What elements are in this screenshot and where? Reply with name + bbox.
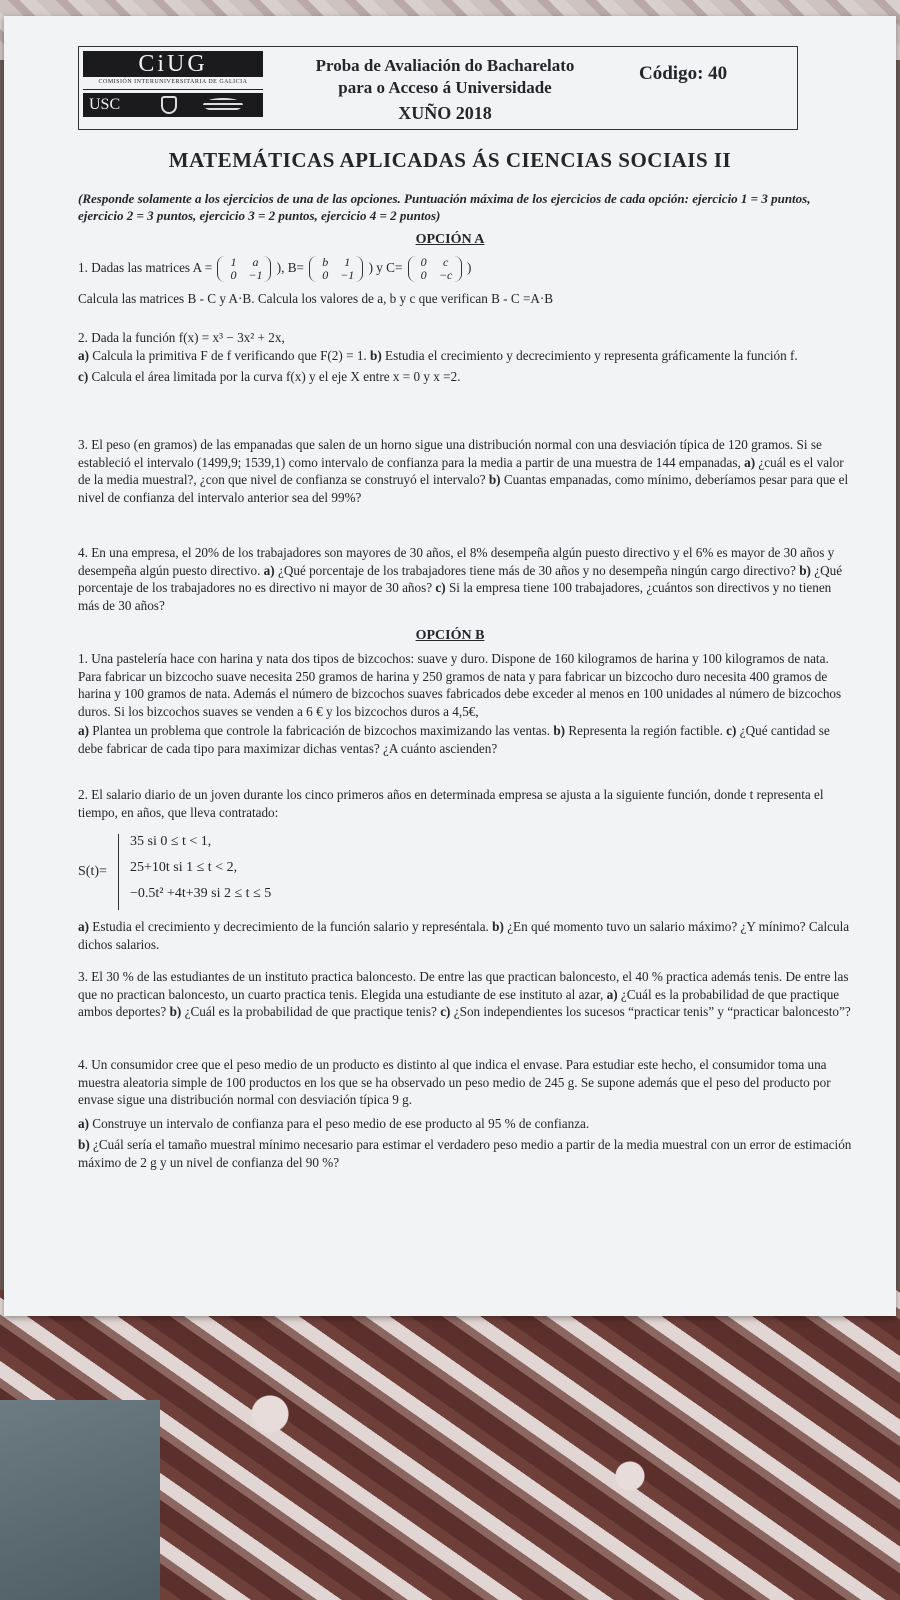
usc-logo-band	[83, 93, 263, 117]
exam-header	[78, 46, 798, 130]
exercise-3-statement: 3. El peso (en gramos) de las empanadas que salen de un horno sigue una distribución normal con una desviación típica de 120 gramos. Si se estableció el intervalo (1499,9; 1539,1) como intervalo de confianza para la media a partir de una muestra de 144 empanadas,	[78, 437, 822, 470]
matrix-c-cell: c	[443, 255, 449, 269]
part-b-text: ¿Cuál sería el tamaño muestral mínimo necesario para estimar el verdadero peso medio a partir de la media muestral con un error de estimación máximo de 2 g y un nivel de confianza del 90 %?	[78, 1137, 852, 1170]
option-b-exercise-2-parts	[78, 918, 852, 953]
crest-icon	[161, 96, 177, 114]
header-title-line1: Proba de Avaliación do Bacharelato	[315, 56, 575, 75]
part-b-text: Estudia el crecimiento y decrecimiento y representa gráficamente la función f.	[385, 347, 798, 363]
exercise-4-statement: 4. Un consumidor cree que el peso medio de un producto es distinto al que indica el envase. Para estudiar este hecho, el consumidor toma una muestra aleatoria simple de 100 productos en los que se ha observado un peso medio de 245 g. Se supone además que el peso del producto por envase sigue una distribución normal con desviación típica 9 g.	[78, 1057, 831, 1107]
part-b-label: b)	[799, 562, 811, 578]
part-a-text: Plantea un problema que controle la fabricación de bizcochos maximizando las ventas.	[92, 723, 551, 738]
exercise-2-statement: 2. El salario diario de un joven durante los cinco primeros años en determinada empresa se ajusta a la siguiente función, donde t representa el tiempo, en años, que lleva contratado:	[78, 787, 824, 820]
function-piece-3: −0.5t² +4t+39 si 2 ≤ t ≤ 5	[130, 886, 272, 901]
part-c-label: c)	[726, 723, 737, 738]
option-b-exercise-3	[78, 968, 852, 1021]
part-b-label: b)	[370, 347, 382, 363]
function-piece-2: 25+10t si 1 ≤ t < 2,	[130, 860, 238, 875]
part-b-label: b)	[492, 919, 504, 934]
piecewise-function	[78, 834, 678, 914]
exercise-2-function: 2. Dada la función f(x) = x³ − 3x² + 2x,	[78, 330, 285, 345]
subject-title: MATEMÁTICAS APLICADAS ÁS CIENCIAS SOCIAIS II	[168, 148, 732, 172]
part-b-text: ¿Qué porcentaje de los trabajadores no es directivo ni mayor de 30 años?	[78, 562, 843, 595]
part-b-text: Cuantas empanadas, como mínimo, deberíamos pesar para que el nivel de confianza del intervalo anterior sea del 99%?	[78, 472, 849, 505]
option-a-heading: OPCIÓN A	[415, 232, 485, 247]
usc-logo-text: USC	[89, 96, 121, 113]
matrix-c-cell: 0	[420, 268, 427, 282]
option-a-exercise-1	[78, 256, 852, 308]
matrix-a-cell: a	[252, 255, 259, 269]
part-a-text: Calcula la primitiva F de f verificando que F(2) = 1.	[92, 347, 367, 363]
part-a-text: ¿Qué porcentaje de los trabajadores tiene más de 30 años y no desempeña ningún cargo directivo?	[277, 562, 796, 578]
matrix-a-cell: 0	[230, 268, 237, 282]
part-b-label: b)	[553, 723, 566, 738]
function-piece-1: 35 si 0 ≤ t < 1,	[130, 834, 212, 849]
part-b-label: b)	[78, 1137, 90, 1152]
matrix-c-intro: ) y C=	[368, 260, 403, 276]
part-c-text: ¿Qué cantidad se debe fabricar de cada tipo para maximizar dichas ventas? ¿A cuánto ascienden?	[78, 723, 830, 756]
exercise-1-statement: 1. Una pastelería hace con harina y nata dos tipos de bizcochos: suave y duro. Dispone de 160 kilogramos de harina y 100 kilogramos de nata. Para fabricar un bizcocho suave necesita 250 gramos de harina y 250 gramos de nata y para fabricar un bizcocho duro necesita 400 gramos de harina y 100 gramos de nata. Además el número de bizcochos suaves fabricados debe exceder al menos en 100 unidades al número de bizcochos duros. Si los bizcochos suaves se venden a 6 € y los bizcochos duros a 4,5€,	[78, 651, 842, 719]
option-a-exercise-4	[78, 544, 852, 614]
option-b-exercise-1	[78, 650, 852, 757]
matrix-b-intro: ), B=	[276, 260, 304, 276]
ciug-logo-text: CiUG	[83, 51, 263, 77]
part-a-label: a)	[78, 919, 89, 934]
part-b-text: ¿Cuál es la probabilidad de que practique tenis?	[184, 1004, 437, 1019]
part-b-label: b)	[169, 1004, 182, 1019]
part-a-label: a)	[744, 454, 756, 470]
part-c-label: c)	[440, 1004, 451, 1019]
option-a-exercise-2	[78, 329, 852, 386]
exercise-1-intro: 1. Dadas las matrices A =	[78, 260, 213, 276]
exam-sheet	[4, 16, 896, 1316]
matrix-b-cell: 1	[344, 255, 351, 269]
exam-code: Código: 40	[639, 63, 728, 84]
part-b-text: Representa la región factible.	[568, 723, 723, 738]
option-b-heading: OPCIÓN B	[415, 628, 485, 643]
part-a-text: ¿cuál es el valor de la media muestral?, ¿con que nivel de confianza se construyó el intervalo?	[78, 454, 844, 487]
matrix-c-cell: 0	[420, 255, 427, 269]
part-a-label: a)	[78, 1115, 89, 1131]
matrix-b-cell: 0	[322, 268, 329, 282]
part-c-label: c)	[78, 369, 89, 384]
part-b-text: ¿En qué momento tuvo un salario máximo? ¿Y mínimo? Calcula dichos salarios.	[78, 919, 850, 952]
part-a-text: Construye un intervalo de confianza para el peso medio de ese producto al 95 % de confianza.	[92, 1115, 590, 1131]
part-a-label: a)	[263, 562, 275, 578]
fabric-background-corner	[0, 1400, 160, 1600]
exercise-3-statement: 3. El 30 % de las estudiantes de un instituto practica baloncesto. De entre las que practican baloncesto, el 40 % practica además tenis. De entre las que no practican baloncesto, un cuarto practica tenis. Elegida una estudiante de ese instituto al azar,	[78, 969, 849, 1002]
part-a-label: a)	[78, 723, 89, 738]
exam-header-title	[275, 55, 615, 99]
part-c-text: ¿Son independientes los sucesos “practicar tenis” y “practicar baloncesto”?	[453, 1004, 851, 1019]
instructions: (Responde solamente a los ejercicios de una de las opciones. Puntuación máxima de los ejercicios de cada opción: ejercicio 1 = 3 puntos, ejercicio 2 = 3 puntos, ejercicio 3 = 2 puntos, ejercicio 4 = 2 puntos)	[78, 191, 811, 223]
part-a-text: Estudia el crecimiento y decrecimiento de la función salario y represéntala.	[92, 919, 489, 934]
part-b-label: b)	[488, 472, 501, 487]
matrix-a-cell: 1	[230, 255, 237, 269]
matrix-c-close: )	[466, 260, 472, 276]
exam-session: XUÑO 2018	[398, 103, 492, 123]
option-b-exercise-4	[78, 1056, 852, 1171]
left-brace	[118, 834, 127, 910]
function-label: S(t)=	[78, 864, 107, 879]
matrix-b-cell: −1	[340, 268, 355, 282]
ciug-logo	[83, 51, 263, 125]
matrix-b	[309, 256, 363, 282]
option-b-exercise-2	[78, 786, 852, 821]
part-c-text: Calcula el área limitada por la curva f(x) y el eje X entre x = 0 y x =2.	[91, 369, 461, 384]
wave-logo-icon	[203, 98, 243, 112]
part-a-text: ¿Cuál es la probabilidad de que practique ambos deportes?	[78, 986, 840, 1019]
option-a-exercise-3	[78, 436, 852, 506]
matrix-b-cell: b	[322, 255, 329, 269]
matrices-line	[78, 256, 852, 282]
exercise-4-statement: 4. En una empresa, el 20% de los trabajadores son mayores de 30 años, el 8% desempeña algún puesto directivo y el 6% es mayor de 30 años y desempeña algún puesto directivo.	[78, 545, 835, 578]
part-c-text: Si la empresa tiene 100 trabajadores, ¿cuántos son directivos y no tienen más de 30 años?	[78, 580, 832, 613]
matrix-c-cell: −c	[438, 268, 453, 282]
matrix-a-cell: −1	[248, 268, 263, 282]
part-a-label: a)	[78, 347, 89, 363]
part-c-label: c)	[435, 580, 446, 595]
matrix-a	[217, 256, 271, 282]
part-a-label: a)	[606, 986, 618, 1002]
matrix-c	[408, 256, 462, 282]
exercise-1-statement: Calcula las matrices B - C y A·B. Calcula los valores de a, b y c que verifican B - C =A·B	[78, 291, 554, 306]
header-title-line2: para o Acceso á Universidade	[338, 78, 552, 97]
ciug-logo-subtitle: COMISIÓN INTERUNIVERSITARIA DE GALICIA	[83, 79, 263, 90]
